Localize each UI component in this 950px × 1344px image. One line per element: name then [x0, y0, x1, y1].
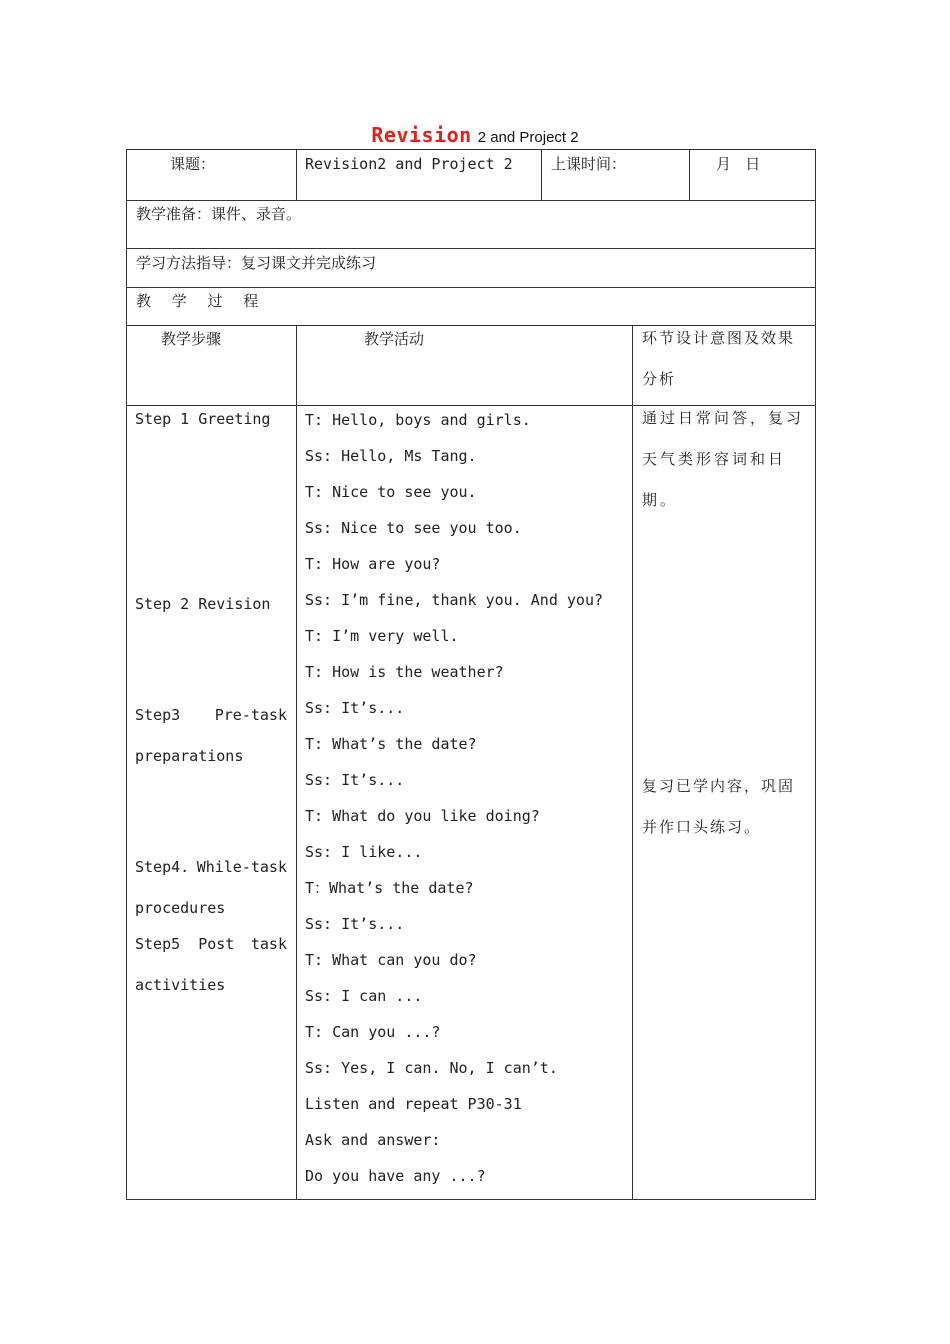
activity-line: Ss: Yes, I can. No, I can’t.	[305, 1059, 558, 1077]
step-label: Step4.	[135, 858, 190, 876]
step-5	[135, 934, 287, 995]
col-divider	[541, 149, 542, 200]
col-divider	[296, 149, 297, 200]
document-title	[0, 123, 950, 147]
activity-line: T: Nice to see you.	[305, 483, 477, 501]
activity-line: T: How are you?	[305, 555, 441, 573]
activity-line: Ss: Nice to see you too.	[305, 519, 522, 537]
activity-line: Ss: I’m fine, thank you. And you?	[305, 591, 604, 609]
steps-column	[126, 405, 296, 1200]
activity-line: T: What can you do?	[305, 951, 477, 969]
step-label-part: Pre-task	[214, 706, 287, 724]
activity-line: Do you have any ...?	[305, 1167, 486, 1185]
column-activities-heading: 教学活动	[364, 330, 425, 348]
step-3	[135, 705, 287, 766]
study-method: 学习方法指导：复习课文并完成练习	[136, 254, 377, 272]
activity-line: T: Hello, boys and girls.	[305, 411, 531, 429]
topic-label: 课题：	[170, 155, 216, 173]
activity-line: Ask and answer:	[305, 1131, 441, 1149]
activity-line: Ss: It’s...	[305, 771, 405, 789]
column-notes-heading: 环节设计意图及效果分析	[642, 329, 796, 388]
teaching-prep: 教学准备：课件、录音。	[136, 205, 302, 223]
step-label: Step 1 Greeting	[135, 410, 271, 428]
step-label-line2: activities	[135, 976, 226, 994]
note-revision: 复习已学内容，巩固并作口头练习。	[642, 777, 796, 836]
title-red: Revision	[371, 123, 472, 147]
activity-line: Ss: Hello, Ms Tang.	[305, 447, 477, 465]
activity-line: Ss: I like...	[305, 843, 423, 861]
activity-line: Ss: It’s...	[305, 915, 405, 933]
step-label-part: While-task	[196, 858, 287, 876]
activity-line: T: Can you ...?	[305, 1023, 441, 1041]
activity-line: T: What do you like doing?	[305, 807, 540, 825]
activity-line: Ss: It’s...	[305, 699, 405, 717]
step-2	[135, 594, 287, 614]
col-divider	[689, 149, 690, 200]
step-label: Step5 Post	[135, 935, 235, 953]
activity-line: T: What’s the date?	[305, 735, 477, 753]
column-steps-heading: 教学步骤	[161, 330, 222, 348]
step-4	[135, 857, 287, 918]
activity-line: Listen and repeat P30-31	[305, 1095, 522, 1113]
note-greeting: 通过日常问答，复习天气类形容词和日期。	[642, 409, 805, 509]
step-label: Step3	[135, 706, 181, 724]
activity-line: T：What’s the date?	[305, 879, 474, 897]
col-divider	[296, 325, 297, 1200]
step-1	[135, 409, 287, 429]
title-black: 2 and Project 2	[477, 129, 579, 146]
activity-line: T: I’m very well.	[305, 627, 459, 645]
row-divider	[126, 200, 816, 201]
activity-line: T: How is the weather?	[305, 663, 504, 681]
step-label-line2: preparations	[135, 747, 244, 765]
row-divider	[126, 248, 816, 249]
time-label: 上课时间：	[551, 155, 627, 173]
col-divider	[632, 325, 633, 1200]
teaching-process: 教 学 过 程	[136, 292, 267, 310]
activities-column	[305, 407, 625, 1199]
activity-line: Ss: I can ...	[305, 987, 423, 1005]
topic-value: Revision2 and Project 2	[305, 155, 513, 173]
step-label-part: task	[250, 935, 287, 953]
step-label-line2: procedures	[135, 899, 226, 917]
row-divider	[126, 287, 816, 288]
date-value: 月 日	[716, 155, 761, 173]
step-label: Step 2 Revision	[135, 595, 271, 613]
